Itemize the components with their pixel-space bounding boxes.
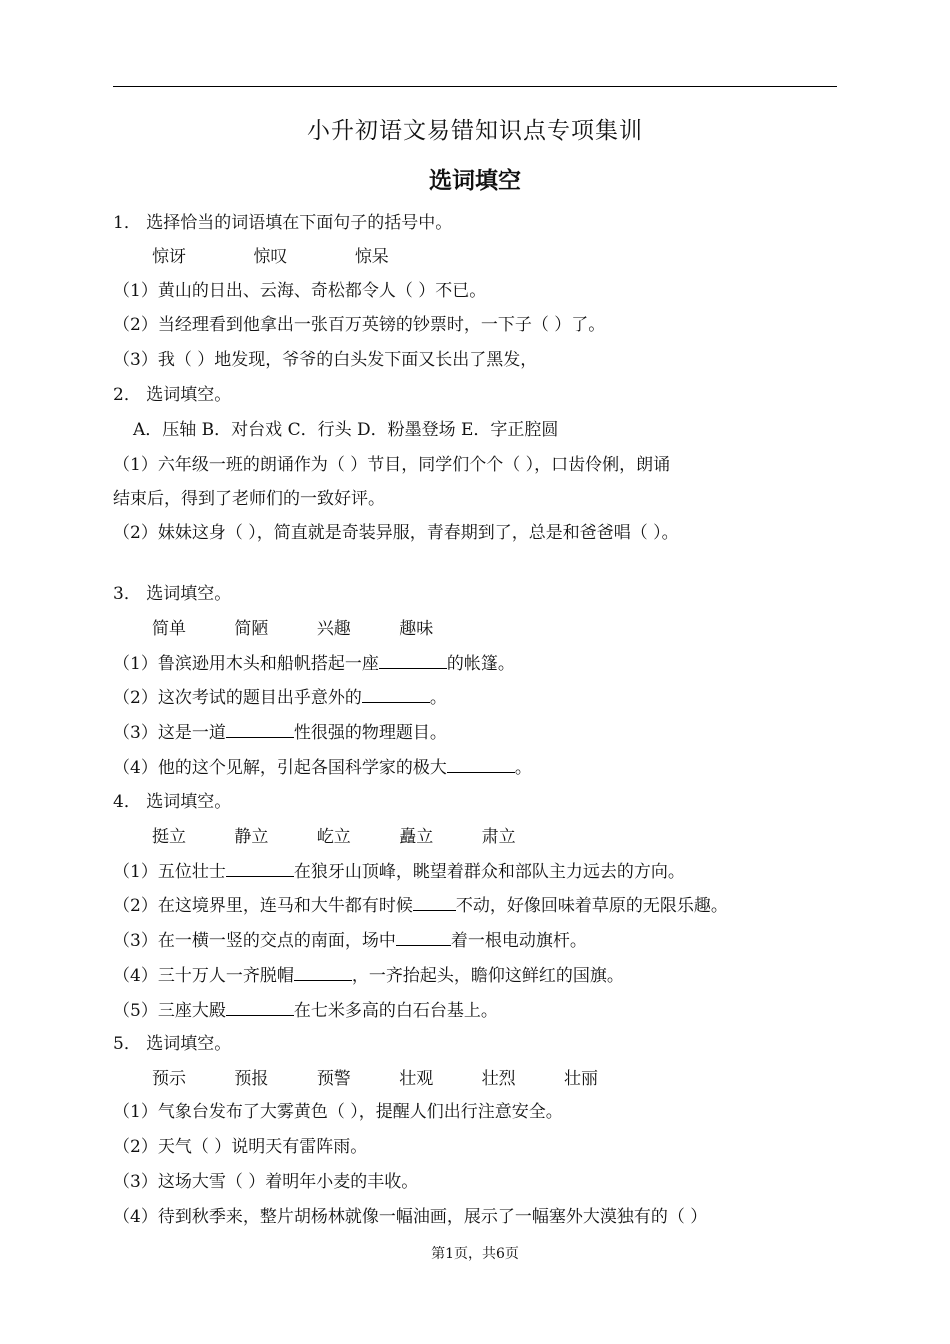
q3-item-text: （3）这是一道 bbox=[113, 723, 226, 743]
header-rule bbox=[113, 86, 837, 87]
q4-item-text: 着一根电动旗杆。 bbox=[450, 931, 587, 951]
q4-word: 静立 bbox=[234, 827, 269, 847]
q3-item-text: （1）鲁滨逊用木头和船帆搭起一座 bbox=[113, 654, 379, 674]
q2-stem: 2． 选词填空。 bbox=[113, 385, 232, 405]
q3-word-bank bbox=[152, 618, 433, 640]
answer-blank bbox=[396, 929, 451, 946]
q3-item-text: 。 bbox=[429, 688, 447, 708]
answer-blank bbox=[362, 686, 430, 703]
q1-word: 惊叹 bbox=[253, 247, 288, 267]
q3-item-text: 的帐篷。 bbox=[446, 654, 515, 674]
q5-word: 壮观 bbox=[399, 1069, 434, 1089]
q4-item-text: 在七米多高的白石台基上。 bbox=[293, 1001, 498, 1021]
q3-item-1 bbox=[113, 652, 515, 675]
q1-word: 惊讶 bbox=[152, 247, 186, 267]
q5-word: 预示 bbox=[152, 1069, 186, 1089]
q5-item-2: （2）天气（ ）说明天有雷阵雨。 bbox=[113, 1137, 368, 1157]
q3-item-2 bbox=[113, 686, 447, 709]
page-title: 小升初语文易错知识点专项集训 bbox=[307, 118, 643, 144]
q4-word: 挺立 bbox=[152, 827, 186, 847]
q5-word-bank bbox=[152, 1068, 598, 1090]
q5-word: 壮丽 bbox=[564, 1069, 599, 1089]
q4-word: 肃立 bbox=[481, 827, 516, 847]
q2-item-2: （2）妹妹这身（ ），简直就是奇装异服，青春期到了，总是和爸爸唱（ ）。 bbox=[113, 523, 679, 543]
q2-options: A．压轴 B．对台戏 C．行头 D．粉墨登场 E．字正腔圆 bbox=[133, 420, 559, 440]
q3-item-3 bbox=[113, 721, 447, 744]
answer-blank bbox=[413, 894, 456, 911]
q2-item-1-line-b: 结束后，得到了老师们的一致好评。 bbox=[113, 489, 385, 509]
q3-item-text: 。 bbox=[514, 758, 532, 778]
answer-blank bbox=[226, 999, 294, 1016]
answer-blank bbox=[294, 964, 352, 981]
q4-item-4 bbox=[113, 964, 624, 987]
q4-item-2 bbox=[113, 894, 728, 917]
q4-item-3 bbox=[113, 929, 587, 952]
answer-blank bbox=[447, 756, 515, 773]
q4-item-text: 在狼牙山顶峰，眺望着群众和部队主力远去的方向。 bbox=[293, 862, 685, 882]
q1-stem: 1． 选择恰当的词语填在下面句子的括号中。 bbox=[113, 213, 453, 233]
q4-item-text: （1）五位壮士 bbox=[113, 862, 226, 882]
q2-item-1-line-a: （1）六年级一班的朗诵作为（ ）节目，同学们个个（ ），口齿伶俐，朗诵 bbox=[113, 455, 671, 475]
section-title: 选词填空 bbox=[429, 168, 521, 194]
q4-item-text: （2）在这境界里，连马和大牛都有时候 bbox=[113, 896, 413, 916]
q3-item-text: （4）他的这个见解，引起各国科学家的极大 bbox=[113, 758, 447, 778]
q4-item-text: （4）三十万人一齐脱帽 bbox=[113, 966, 294, 986]
q3-word: 简陋 bbox=[234, 619, 269, 639]
q1-word-bank bbox=[152, 246, 389, 268]
q1-item-1: （1）黄山的日出、云海、奇松都令人（ ）不已。 bbox=[113, 281, 487, 301]
q3-word: 简单 bbox=[152, 619, 186, 639]
q4-item-5 bbox=[113, 999, 498, 1022]
q5-word: 预警 bbox=[316, 1069, 351, 1089]
q4-item-text: ，一齐抬起头，瞻仰这鲜红的国旗。 bbox=[351, 966, 624, 986]
q1-item-2: （2）当经理看到他拿出一张百万英镑的钞票时，一下子（ ）了。 bbox=[113, 315, 606, 335]
answer-blank bbox=[226, 721, 294, 738]
q5-item-3: （3）这场大雪（ ）着明年小麦的丰收。 bbox=[113, 1172, 419, 1192]
q3-word: 兴趣 bbox=[316, 619, 351, 639]
q1-word: 惊呆 bbox=[354, 247, 389, 267]
q5-stem: 5． 选词填空。 bbox=[113, 1034, 232, 1054]
q4-word: 矗立 bbox=[399, 827, 434, 847]
q3-word: 趣味 bbox=[399, 619, 434, 639]
answer-blank bbox=[379, 652, 447, 669]
q5-item-1: （1）气象台发布了大雾黄色（ ），提醒人们出行注意安全。 bbox=[113, 1102, 563, 1122]
q4-item-1 bbox=[113, 860, 685, 883]
q4-item-text: （3）在一横一竖的交点的南面，场中 bbox=[113, 931, 396, 951]
q5-word: 预报 bbox=[234, 1069, 269, 1089]
q4-word-bank bbox=[152, 826, 516, 848]
q5-word: 壮烈 bbox=[481, 1069, 516, 1089]
q5-item-4: （4）待到秋季来，整片胡杨林就像一幅油画，展示了一幅塞外大漠独有的（ ） bbox=[113, 1207, 708, 1227]
q4-item-text: （5）三座大殿 bbox=[113, 1001, 226, 1021]
q3-item-text: （2）这次考试的题目出乎意外的 bbox=[113, 688, 362, 708]
answer-blank bbox=[226, 860, 294, 877]
q4-item-text: 不动，好像回味着草原的无限乐趣。 bbox=[455, 896, 728, 916]
q3-stem: 3． 选词填空。 bbox=[113, 584, 232, 604]
q3-item-text: 性很强的物理题目。 bbox=[293, 723, 447, 743]
q4-stem: 4． 选词填空。 bbox=[113, 792, 232, 812]
q3-item-4 bbox=[113, 756, 532, 779]
q1-item-3: （3）我（ ）地发现，爷爷的白头发下面又长出了黑发， bbox=[113, 350, 538, 370]
q4-word: 屹立 bbox=[316, 827, 351, 847]
page-number: 第1页，共6页 bbox=[431, 1246, 519, 1262]
